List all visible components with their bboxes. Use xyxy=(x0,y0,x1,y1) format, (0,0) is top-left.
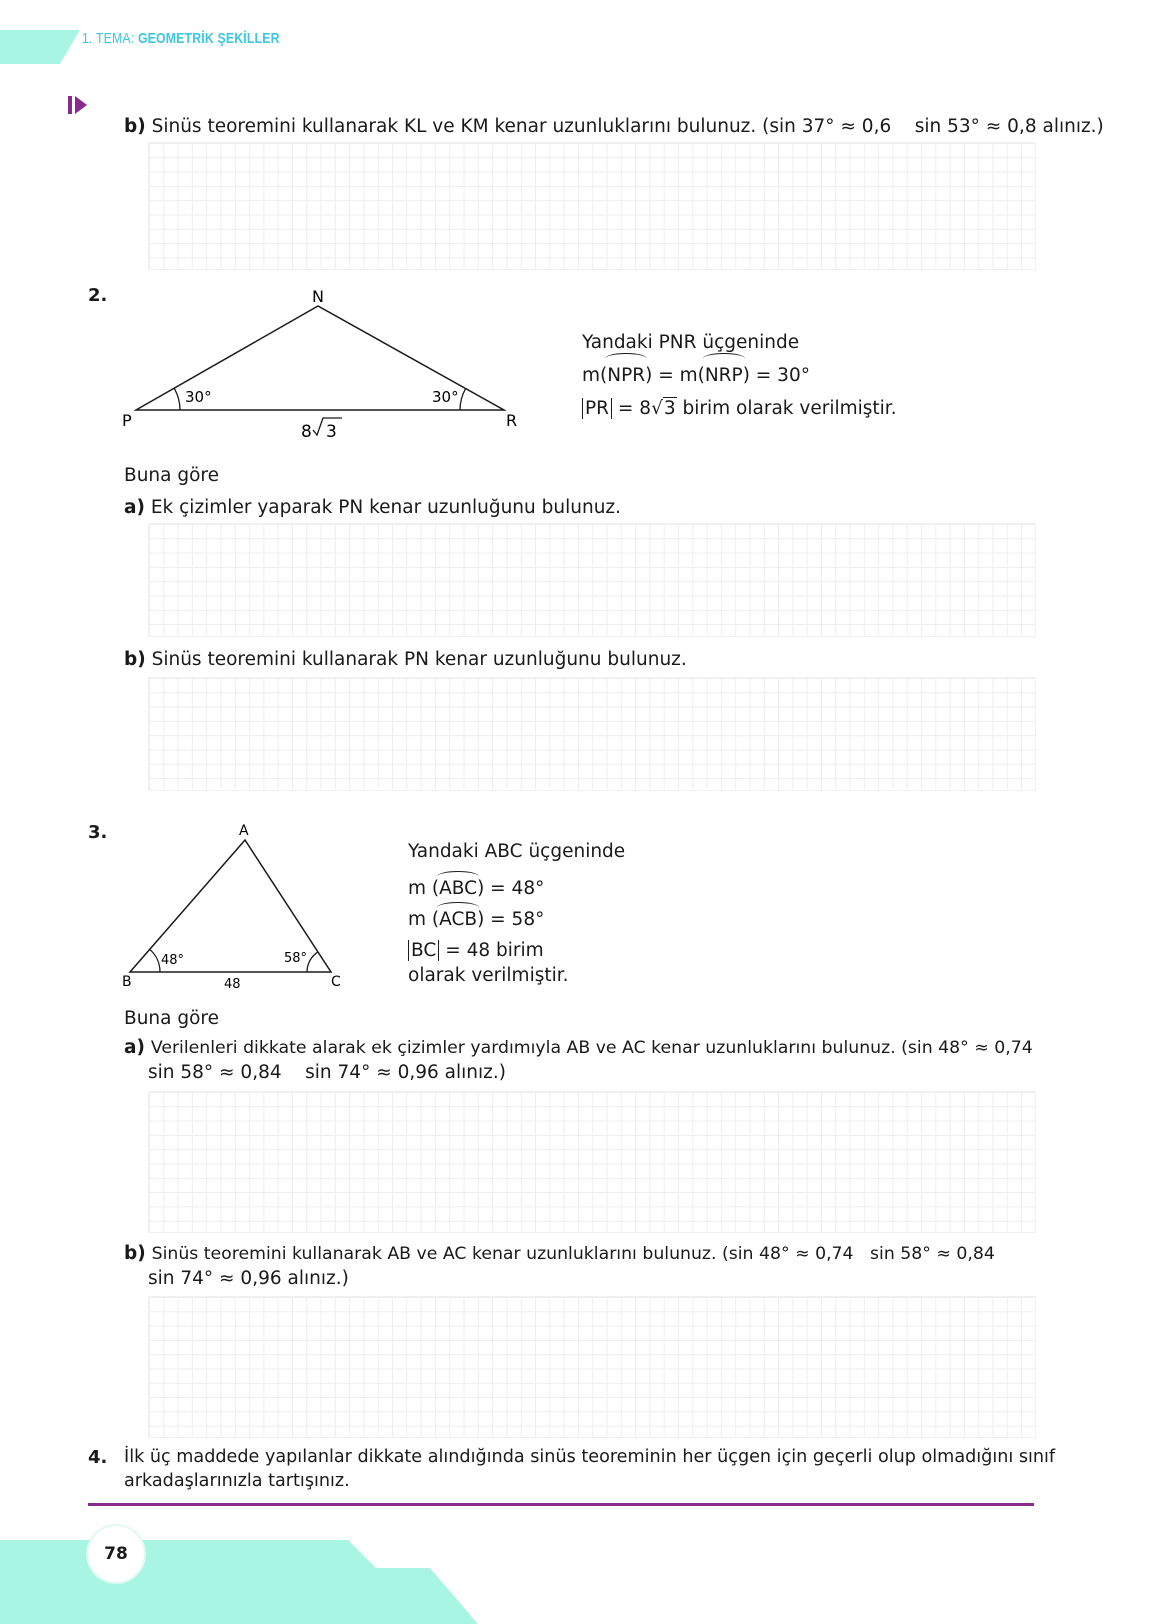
q2b-label: b) xyxy=(124,649,146,670)
q2-info-pr-tail: birim olarak verilmiştir. xyxy=(682,398,897,419)
q3-angle-c: 58° xyxy=(284,951,308,966)
q2-info-pr-name: PR xyxy=(582,398,612,419)
q2-vertex-r: R xyxy=(506,411,518,430)
q2-side-root: 3 xyxy=(326,422,337,442)
header-tema-title: GEOMETRİK ŞEKİLLER xyxy=(137,30,280,47)
q2-angle-r: 30° xyxy=(432,388,459,406)
q3a-line1-row xyxy=(124,1036,1033,1061)
q2-vertex-p: P xyxy=(122,411,132,430)
q3-vertex-a: A xyxy=(239,823,249,839)
q2-info-intro: Yandaki PNR üçgeninde xyxy=(582,332,800,353)
header-tema xyxy=(82,30,280,47)
arrow-marker-icon xyxy=(68,94,90,116)
q3-vertex-b: B xyxy=(122,974,132,990)
q2-info-angles: m(NPR) = m(NRP) = 30° xyxy=(582,359,897,392)
q2-side-coef: 8 xyxy=(301,422,312,442)
page-number: 78 xyxy=(104,1544,128,1564)
q2-angle-p: 30° xyxy=(185,388,212,406)
q3-info-acb-m: m ( xyxy=(408,908,440,930)
q3b-line1-row xyxy=(124,1242,995,1267)
q2b-answer-grid[interactable] xyxy=(148,677,1036,791)
q4-line2: arkadaşlarınızla tartışınız. xyxy=(124,1470,350,1491)
q2-info-m: m xyxy=(582,365,601,386)
q1b-text: Sinüs teoremini kullanarak KL ve KM kenar uzunluklarını bulunuz. (sin 37° ≈ 0,6 sin 53° ≈ 0,8 alınız.) xyxy=(151,116,1104,137)
q3a-question xyxy=(124,1036,1033,1086)
q3-info-acb-val: ) = 58° xyxy=(477,908,545,930)
q3a-label: a) xyxy=(124,1037,145,1058)
q3-info-acb xyxy=(408,908,625,933)
q2a-question xyxy=(124,496,621,521)
q2-triangle-figure xyxy=(110,282,530,442)
q3-info xyxy=(408,840,625,989)
q3-info-intro: Yandaki ABC üçgeninde xyxy=(408,841,626,862)
q3-info-acb-name: ACB xyxy=(439,908,477,933)
q1b-label: b) xyxy=(124,116,146,137)
q2b-question xyxy=(124,648,687,673)
page-number-badge xyxy=(88,1526,144,1582)
q4-number: 4. xyxy=(88,1447,108,1468)
q2-info-nrp: NRP xyxy=(705,359,743,392)
q3-vertex-c: C xyxy=(331,974,341,990)
q3-info-abc xyxy=(408,877,625,902)
q3-info-abc-m: m ( xyxy=(408,877,440,899)
q1b-answer-grid[interactable] xyxy=(148,142,1036,270)
q2-info-eq2: ) = 30° xyxy=(742,365,810,386)
q1b-question xyxy=(124,115,1104,140)
q3-angle-b: 48° xyxy=(161,953,185,968)
q3-info-abc-name: ABC xyxy=(439,877,477,902)
q3-info-bc-name: BC xyxy=(408,940,439,961)
radical-icon: √ xyxy=(651,398,663,419)
q3-info-bc-val: = 48 birim xyxy=(445,939,544,961)
q3-triangle-figure xyxy=(112,818,352,993)
q3-info-tail: olarak verilmiştir. xyxy=(408,964,569,986)
q2b-text: Sinüs teoremini kullanarak PN kenar uzunluğunu bulunuz. xyxy=(151,649,687,670)
q3-side: 48 xyxy=(224,977,241,992)
q4-line1: İlk üç maddede yapılanlar dikkate alındığında sinüs teoreminin her üçgen için geçerli olup olmadığını sınıf xyxy=(124,1447,1056,1467)
q3b-answer-grid[interactable] xyxy=(148,1296,1036,1438)
q2a-answer-grid[interactable] xyxy=(148,523,1036,637)
q3a-line2: sin 58° ≈ 0,84 sin 74° ≈ 0,96 alınız.) xyxy=(148,1061,506,1083)
q2a-label: a) xyxy=(124,497,145,518)
q3a-answer-grid[interactable] xyxy=(148,1091,1036,1233)
q2-info-npr: NPR xyxy=(607,359,645,392)
q3-info-bc xyxy=(408,939,625,964)
q2-info-pr-root: 3 xyxy=(663,398,676,419)
q2-buna-gore: Buna göre xyxy=(124,465,220,486)
q3b-line2: sin 74° ≈ 0,96 alınız.) xyxy=(148,1267,349,1289)
q2-info-pr-eq: = 8 xyxy=(617,398,652,419)
q3-buna-gore: Buna göre xyxy=(124,1008,220,1029)
q3-info-abc-val: ) = 48° xyxy=(477,877,545,899)
q2-number: 2. xyxy=(88,285,108,306)
q2-vertex-n: N xyxy=(312,287,324,306)
q3b-label: b) xyxy=(124,1243,146,1264)
header-tema-number: 1. TEMA: xyxy=(82,30,135,47)
q3b-question xyxy=(124,1242,995,1292)
q3-number: 3. xyxy=(88,822,108,843)
q2-info-eq1: ) = m( xyxy=(645,365,705,386)
q2a-text: Ek çizimler yaparak PN kenar uzunluğunu bulunuz. xyxy=(150,497,622,518)
q3a-line1: Verilenleri dikkate alarak ek çizimler yardımıyla AB ve AC kenar uzunluklarını bulunuz. (sin 48° ≈ 0,74 xyxy=(150,1038,1033,1058)
footer-band xyxy=(0,1530,480,1624)
q4-question xyxy=(124,1446,1055,1494)
q2-info xyxy=(582,326,897,425)
q3b-line1: Sinüs teoremini kullanarak AB ve AC kenar uzunluklarını bulunuz. (sin 48° ≈ 0,74 sin 58° ≈ 0,84 xyxy=(151,1244,995,1264)
footer-divider xyxy=(88,1503,1034,1506)
q2-info-pr xyxy=(582,392,897,425)
